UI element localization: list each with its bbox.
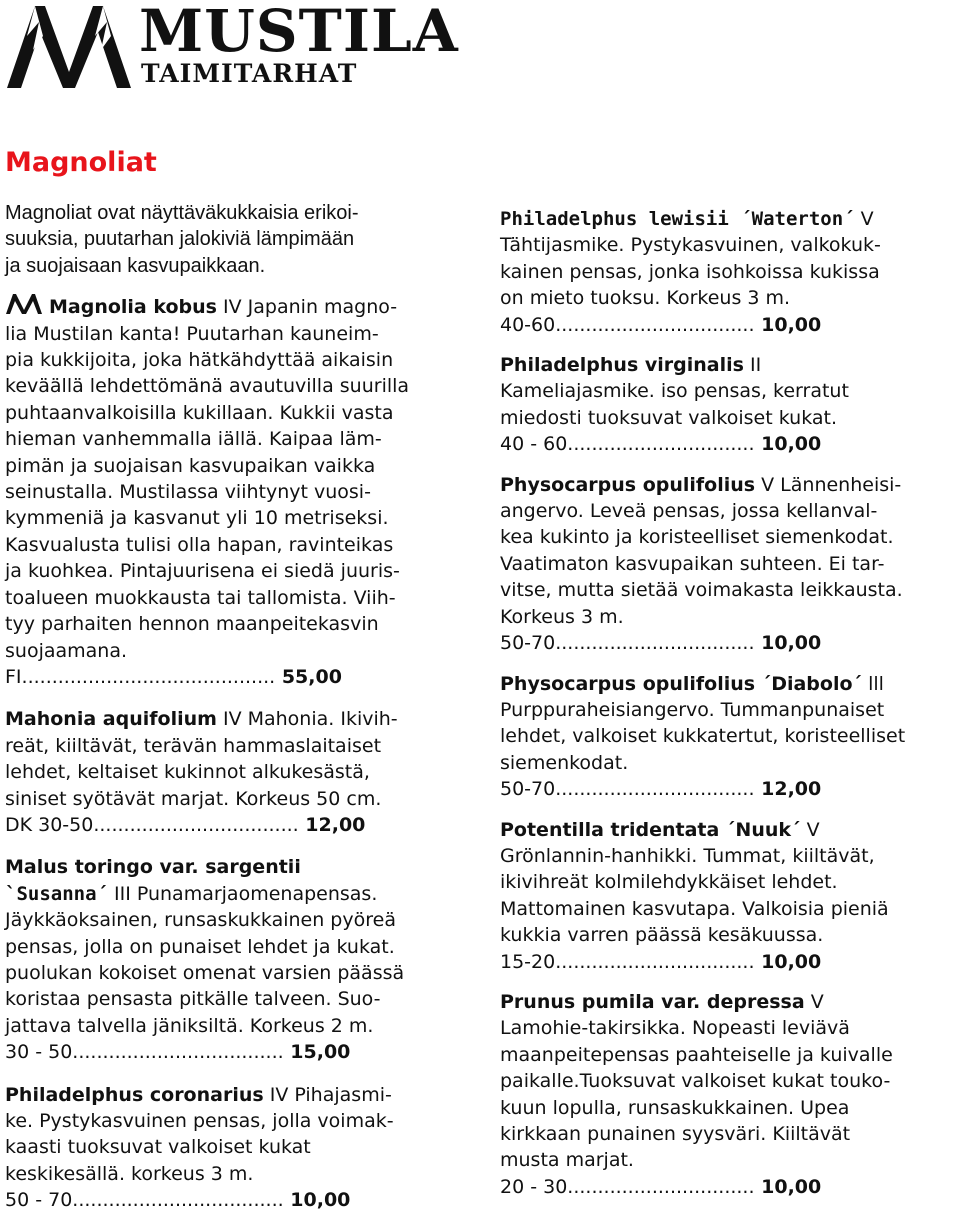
price-value: 10,00 xyxy=(754,1175,822,1198)
mustila-mini-logo-icon xyxy=(5,293,43,315)
intro-line: Magnoliat ovat näyttäväkukkaisia erikoi- xyxy=(5,202,359,224)
entry-text: puolukan kokoiset omenat varsien päässä xyxy=(5,961,405,984)
entry-line xyxy=(5,347,475,373)
entry-line xyxy=(500,869,958,895)
entry-line xyxy=(5,960,475,986)
price-value: 10,00 xyxy=(754,632,822,655)
spruce-trees-logo-icon xyxy=(5,2,133,90)
intro-line: suuksia, puutarhan jalokiviä lämpimään xyxy=(5,228,355,251)
price-line xyxy=(5,812,475,838)
entry-line xyxy=(5,321,475,347)
entry-text: V xyxy=(804,990,824,1013)
entry-line xyxy=(500,498,958,524)
price-line xyxy=(500,1174,958,1200)
entry-line xyxy=(500,604,958,630)
product-entry xyxy=(500,989,958,1200)
price-line xyxy=(500,431,958,457)
plant-latin-name: Prunus pumila var. depressa xyxy=(500,990,805,1013)
entry-line xyxy=(500,989,958,1015)
entry-line xyxy=(500,843,958,869)
entry-text: Kasvualusta tulisi olla hapan, ravinteikas xyxy=(5,533,394,556)
entry-text: jattava talvella jäniksiltä. Korkeus 2 m. xyxy=(5,1014,374,1037)
entry-line xyxy=(500,1042,958,1068)
entry-text: V xyxy=(800,818,820,841)
product-entry xyxy=(5,293,475,690)
entry-text: kirkkaan punainen syysväri. Kiiltävät xyxy=(500,1123,851,1145)
size-and-dots: 30 - 50................................... xyxy=(5,1041,284,1064)
entry-text: kainen pensas, jonka isohkoissa kukissa xyxy=(500,260,880,283)
mustila-logo xyxy=(5,0,459,92)
plant-latin-name: Philadelphus lewisii ´Waterton´ xyxy=(500,208,855,230)
size-and-dots: 15-20................................. xyxy=(500,950,755,973)
entry-text: seinustalla. Mustilassa viihtynyt vuosi- xyxy=(5,481,371,504)
product-entry xyxy=(500,671,958,803)
entry-text: angervo. Leveä pensas, jossa kellanval- xyxy=(500,500,878,523)
entry-text: IV Pihajasmi- xyxy=(263,1083,392,1106)
plant-latin-name: Malus toringo var. sargentii xyxy=(5,856,301,879)
entry-line xyxy=(500,750,958,776)
entry-line xyxy=(500,817,958,843)
price-line xyxy=(500,776,958,802)
entry-text: ikivihreät kolmilehdykkäiset lehdet. xyxy=(500,871,838,894)
entry-text: Kameliajasmike. iso pensas, kerratut xyxy=(500,380,849,403)
product-entry xyxy=(5,1082,475,1214)
entry-line xyxy=(5,293,475,320)
entry-line xyxy=(5,854,475,880)
price-value: 10,00 xyxy=(754,313,822,336)
entry-line xyxy=(500,285,958,311)
entry-line xyxy=(500,232,958,258)
entry-text: miedosti tuoksuvat valkoiset kukat. xyxy=(500,406,837,429)
entry-line xyxy=(5,1108,475,1134)
entry-line xyxy=(5,585,475,611)
entry-line xyxy=(5,426,475,452)
product-entry xyxy=(5,854,475,1065)
product-entry xyxy=(500,817,958,975)
entry-line xyxy=(500,472,958,498)
size-and-dots: 40 - 60............................... xyxy=(500,433,755,456)
entry-text: IV Mahonia. Ikivih- xyxy=(216,708,398,731)
size-and-dots: 50-70................................. xyxy=(500,632,755,655)
entry-line xyxy=(5,706,475,732)
entry-text: tyy parhaiten hennon maanpeitekasvin xyxy=(5,613,379,636)
entry-line xyxy=(5,505,475,531)
entry-text: pia kukkijoita, joka hätkähdyttää aikaisin xyxy=(5,349,394,372)
entry-line xyxy=(500,524,958,550)
entry-text: Mattomainen kasvutapa. Valkoisia pieniä xyxy=(500,897,889,920)
entry-text: kymmeniä ja kasvanut yli 10 metriseksi. xyxy=(5,507,389,530)
entry-line xyxy=(500,1015,958,1041)
price-value: 55,00 xyxy=(275,665,342,688)
entry-text: V Lännenheisi- xyxy=(755,473,902,496)
entry-text: musta marjat. xyxy=(500,1149,634,1172)
logo-brand-text: MUSTILA xyxy=(139,0,459,65)
price-value: 12,00 xyxy=(754,778,822,801)
entry-text: keskikesällä. korkeus 3 m. xyxy=(5,1162,254,1185)
entry-text: kaasti tuoksuvat valkoiset kukat xyxy=(5,1136,311,1159)
price-line xyxy=(500,949,958,975)
entry-text: paikalle.Tuoksuvat valkoiset kukat touko- xyxy=(500,1070,891,1093)
plant-latin-name: Potentilla tridentata ´Nuuk´ xyxy=(500,818,801,841)
entry-text: Purppuraheisiangervo. Tummanpunaiset xyxy=(500,698,885,721)
plant-latin-name: Magnolia kobus xyxy=(49,296,217,319)
plant-latin-name: `Susanna´ xyxy=(5,882,108,905)
entry-line xyxy=(500,577,958,603)
left-column xyxy=(5,200,475,1230)
entry-text: lehdet, valkoiset kukkatertut, koristeelliset xyxy=(500,725,906,748)
entry-line xyxy=(500,922,958,948)
entry-line xyxy=(5,881,475,907)
entry-line xyxy=(5,907,475,933)
size-and-dots: 50-70................................. xyxy=(500,778,755,801)
entry-line xyxy=(500,1147,958,1173)
entry-line xyxy=(500,896,958,922)
entry-line xyxy=(500,378,958,404)
plant-latin-name: Physocarpus opulifolius xyxy=(500,473,756,496)
entry-text: kuun lopulla, runsaskukkainen. Upea xyxy=(500,1096,850,1119)
entry-text: pimän ja suojaisan kasvupaikan vaikka xyxy=(5,454,376,477)
price-line xyxy=(500,312,958,338)
price-value: 12,00 xyxy=(298,813,366,836)
entry-text: Jäykkäoksainen, runsaskukkainen pyöreä xyxy=(5,909,396,932)
entry-text: koristaa pensasta pitkälle talveen. Suo- xyxy=(5,988,381,1011)
product-entry xyxy=(500,472,958,657)
entry-text: kea kukinto ja koristeelliset siemenkodat. xyxy=(500,526,894,549)
entry-line xyxy=(500,551,958,577)
entry-line xyxy=(500,723,958,749)
entry-line xyxy=(500,1121,958,1147)
price-line xyxy=(500,630,958,656)
size-and-dots: 20 - 30............................... xyxy=(500,1175,755,1198)
right-column xyxy=(500,206,958,1214)
entry-text: toalueen muokkausta tai tallomista. Viih- xyxy=(5,586,396,609)
entry-line xyxy=(5,1134,475,1160)
price-line xyxy=(5,1039,475,1065)
intro-paragraph xyxy=(5,200,475,279)
entry-line xyxy=(5,986,475,1012)
entry-text: hieman vanhemmalla iällä. Kaipaa läm- xyxy=(5,428,382,451)
price-value: 10,00 xyxy=(754,433,822,456)
entry-text: siniset syötävät marjat. Korkeus 50 cm. xyxy=(5,787,382,810)
entry-text: kukkia varren päässä kesäkuussa. xyxy=(500,924,824,947)
plant-latin-name: Philadelphus virginalis xyxy=(500,354,744,377)
entry-text: on mieto tuoksu. Korkeus 3 m. xyxy=(500,287,791,310)
entry-line xyxy=(5,1161,475,1187)
entry-text: ke. Pystykasvuinen pensas, jolla voimak- xyxy=(5,1110,394,1132)
price-line xyxy=(5,664,475,690)
size-and-dots: 50 - 70................................... xyxy=(5,1189,284,1212)
entry-line xyxy=(5,373,475,399)
size-and-dots: DK 30-50.................................. xyxy=(5,813,299,836)
entry-line xyxy=(5,733,475,759)
plant-latin-name: Philadelphus coronarius xyxy=(5,1083,264,1106)
entry-line xyxy=(500,1095,958,1121)
entry-text: puhtaanvalkoisilla kukillaan. Kukkii vasta xyxy=(5,401,394,424)
entry-text: reät, kiiltävät, terävän hammaslaitaiset xyxy=(5,734,382,757)
entry-line xyxy=(5,611,475,637)
entry-line xyxy=(5,638,475,664)
entry-text: ja kuohkea. Pintajuurisena ei siedä juuris- xyxy=(5,560,400,583)
entry-line xyxy=(500,1068,958,1094)
entry-line xyxy=(500,206,958,232)
entry-text: V xyxy=(854,208,874,230)
price-value: 10,00 xyxy=(283,1189,351,1212)
entry-line xyxy=(500,405,958,431)
entry-text: suojaamana. xyxy=(5,639,128,662)
logo-sub-text: TAIMITARHAT xyxy=(141,59,358,88)
entry-text: lia Mustilan kanta! Puutarhan kauneim- xyxy=(5,322,379,345)
entry-line xyxy=(500,697,958,723)
entry-line xyxy=(5,453,475,479)
entry-text: keväällä lehdettömänä avautuvilla suurilla xyxy=(5,375,410,398)
price-value: 10,00 xyxy=(754,950,822,973)
entry-text: vitse, mutta sietää voimakasta leikkausta. xyxy=(500,579,903,602)
entry-line xyxy=(5,934,475,960)
plant-latin-name: Physocarpus opulifolius ´Diabolo´ xyxy=(500,672,863,695)
entry-line xyxy=(5,532,475,558)
entry-text: Korkeus 3 m. xyxy=(500,605,624,628)
entry-line xyxy=(5,786,475,812)
entry-text: Lamohie-takirsikka. Nopeasti leviävä xyxy=(500,1017,850,1040)
entry-line xyxy=(500,352,958,378)
entry-line xyxy=(5,1013,475,1039)
entry-line xyxy=(5,558,475,584)
entry-text: siemenkodat. xyxy=(500,751,629,774)
entry-text: II xyxy=(743,354,762,377)
entry-text: III Punamarjaomenapensas. xyxy=(107,882,378,905)
entry-line xyxy=(500,259,958,285)
plant-latin-name: Mahonia aquifolium xyxy=(5,708,217,731)
entry-text: Vaatimaton kasvupaikan suhteen. Ei tar- xyxy=(500,552,885,575)
entry-text: Tähtijasmike. Pystykasvuinen, valkokuk- xyxy=(500,234,881,257)
size-and-dots: 40-60................................. xyxy=(500,313,755,336)
entry-line xyxy=(5,759,475,785)
product-entry xyxy=(5,706,475,838)
entry-text: IV Japanin magno- xyxy=(217,296,398,319)
entry-line xyxy=(5,1082,475,1108)
entry-line xyxy=(5,400,475,426)
section-title: Magnoliat xyxy=(5,147,157,178)
entry-text: lehdet, keltaiset kukinnot alkukesästä, xyxy=(5,761,370,784)
entry-text: lll xyxy=(862,672,884,695)
entry-text: maanpeitepensas paahteiselle ja kuivalle xyxy=(500,1043,893,1066)
price-value: 15,00 xyxy=(283,1041,351,1064)
product-entry xyxy=(500,206,958,338)
size-and-dots: FI.......................................... xyxy=(5,665,276,688)
intro-line: ja suojaisaan kasvupaikkaan. xyxy=(5,254,266,277)
product-entry xyxy=(500,352,958,458)
entry-line xyxy=(5,479,475,505)
entry-line xyxy=(500,671,958,697)
price-line xyxy=(5,1187,475,1213)
entry-text: pensas, jolla on punaiset lehdet ja kukat. xyxy=(5,935,395,958)
entry-text: Grönlannin-hanhikki. Tummat, kiiltävät, xyxy=(500,844,875,867)
